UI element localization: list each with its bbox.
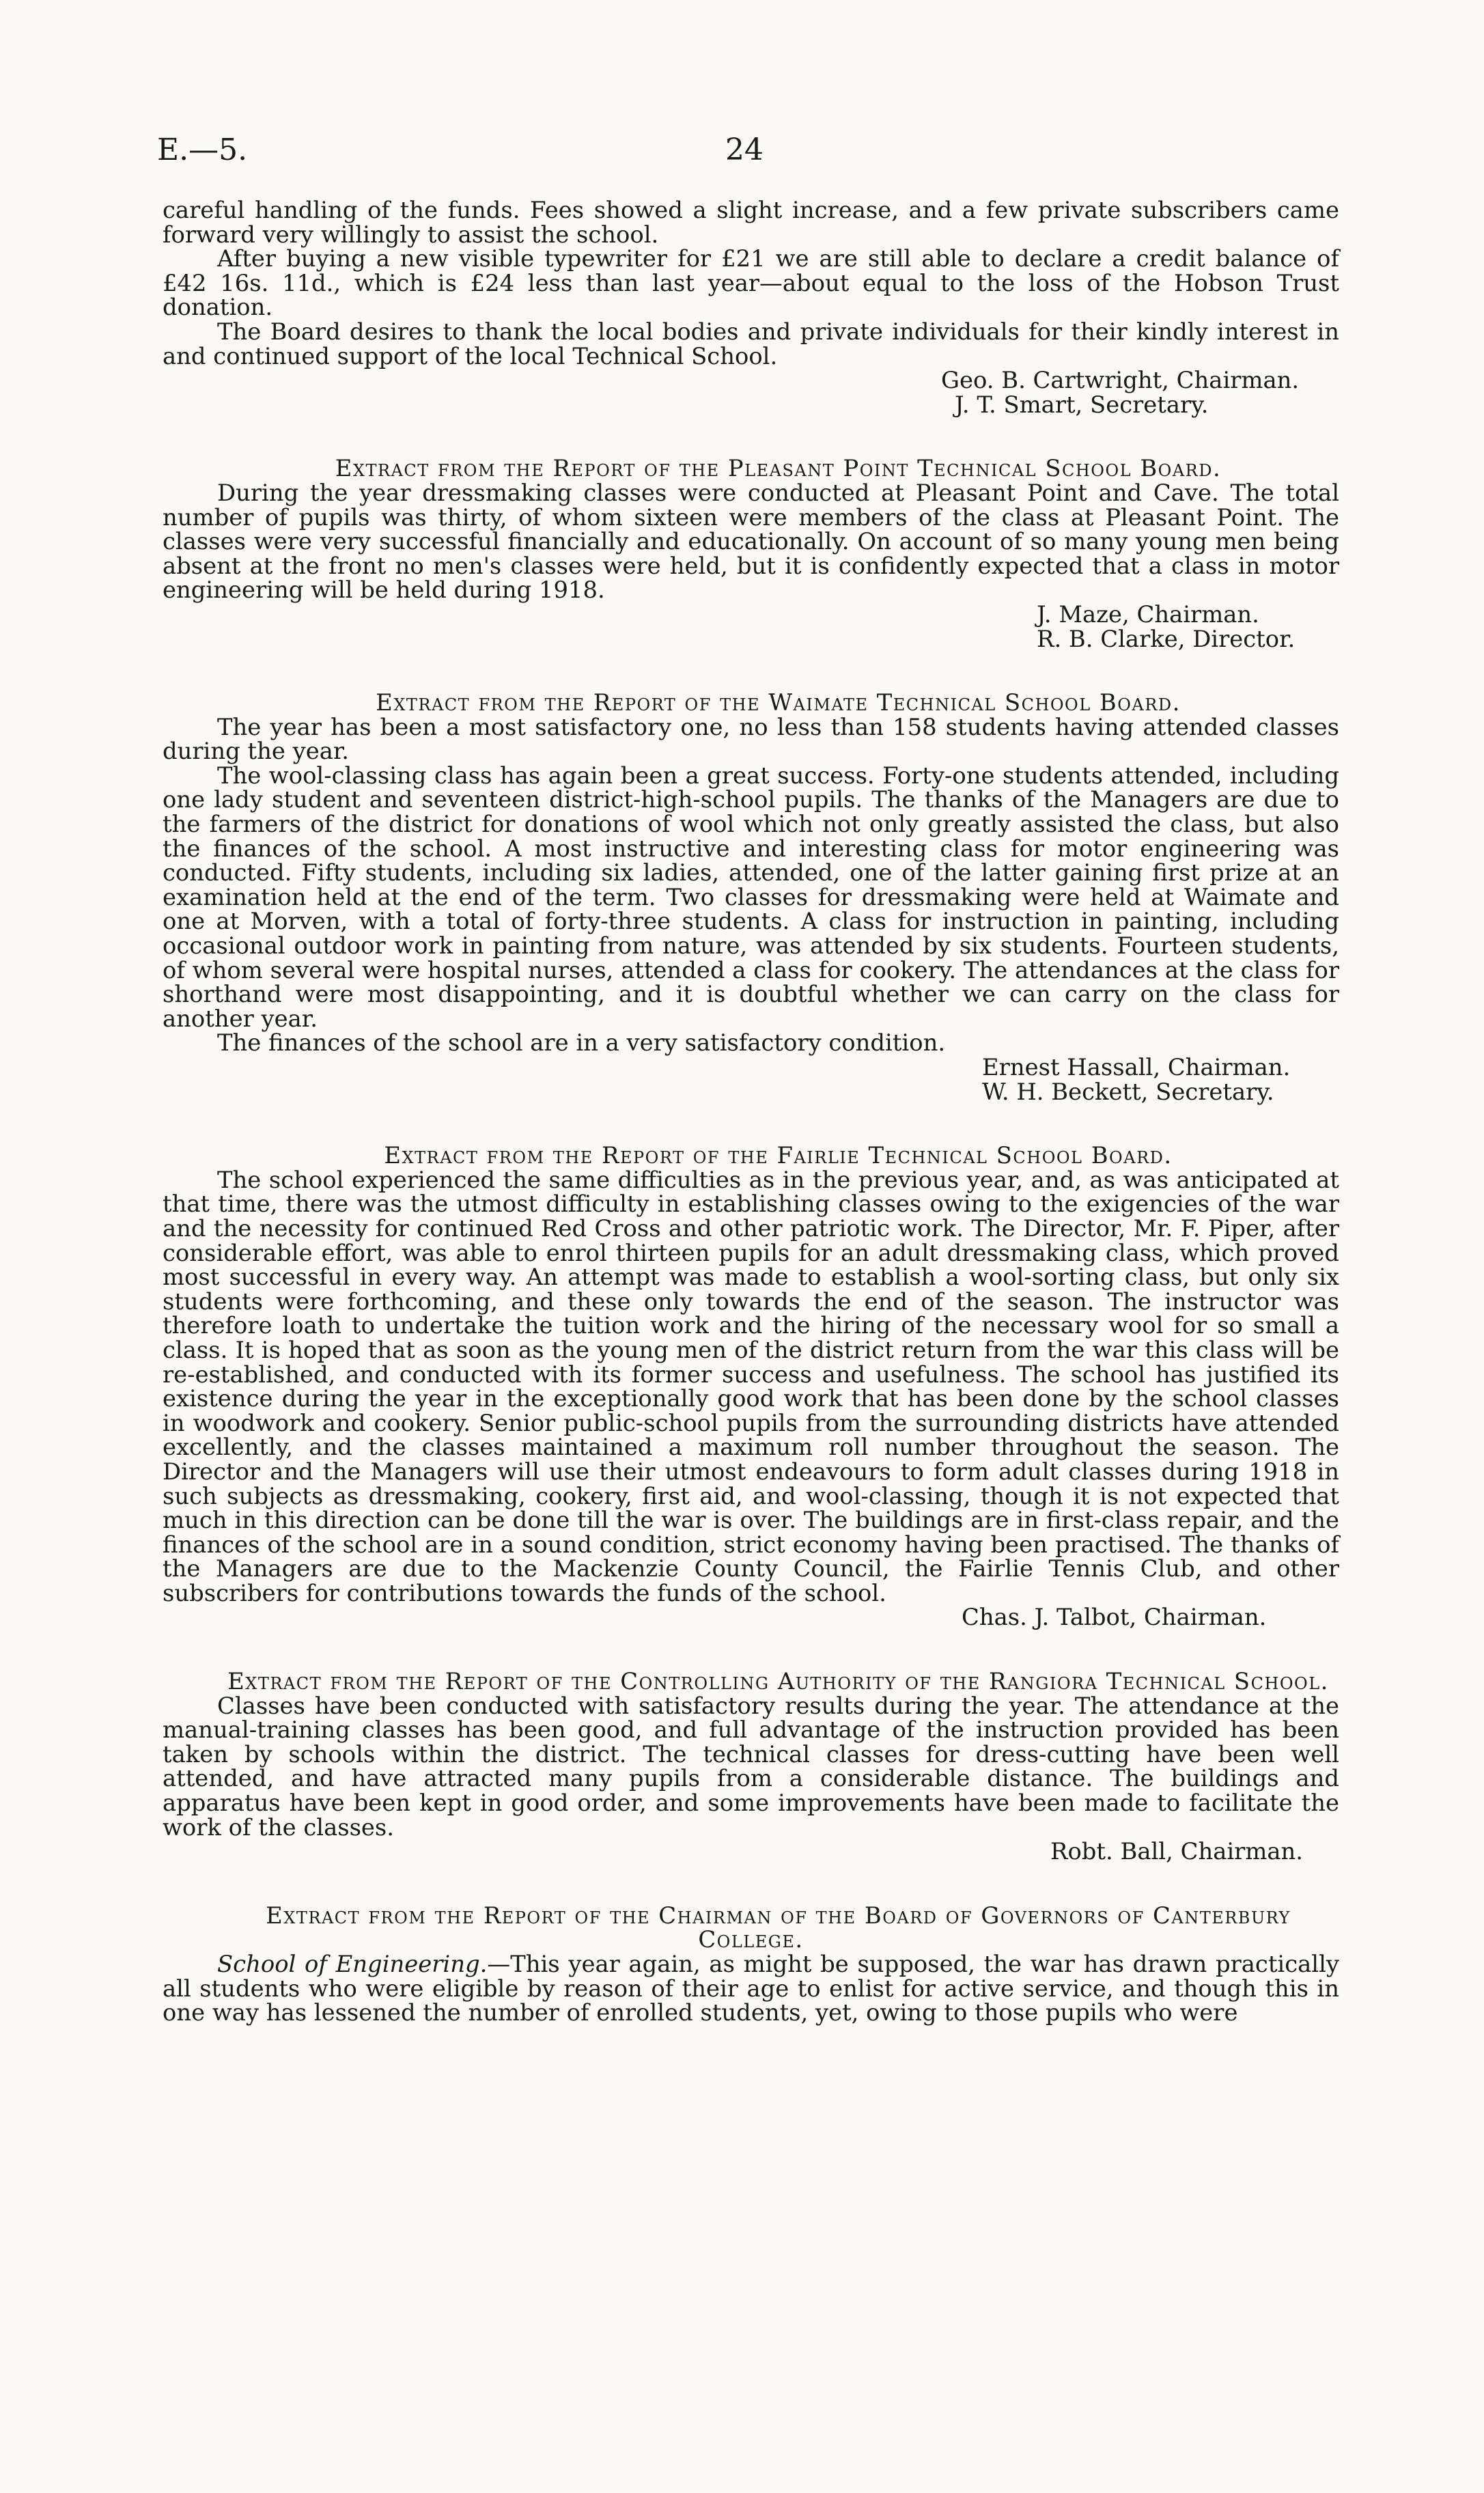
waimate-paragraph-3: The finances of the school are in a very satisfactory condition. xyxy=(217,1029,946,1057)
waimate-paragraph-1: The year has been a most satisfactory one, no less than 158 students having attended classes during the year. xyxy=(163,713,1339,765)
pleasant-point-signature-chairman: J. Maze, Chairman. xyxy=(1037,600,1259,628)
waimate-paragraph-2: The wool-classing class has again been a great success. Forty-one students attended, including one lady student and seventeen district-high-school pupils. The thanks of the Managers are due to the farmers of the district for donations of wool which not only greatly assisted the class, but also the finances of the school. A most instructive and interesting class for motor engineering was conducted. Fifty students, including six ladies, attended, one of the latter gaining first prize at an examination held at the end of the term. Two classes for dressmaking were held at Waimate and one at Morven, with a total of forty-three students. A class for instruction in painting, including occasional outdoor work in painting from nature, was attended by six students. Fourteen students, of whom several were hospital nurses, attended a class for cookery. The attendances at the class for shorthand were most disappointing, and it is doubtful whether we can carry on the class for another year. xyxy=(163,762,1339,1032)
canterbury-heading: Extract from the Report of the Chairman of the Board of Governors of Canterbury College. xyxy=(266,1902,1291,1953)
intro-signature-secretary: J. T. Smart, Secretary. xyxy=(955,391,1209,418)
waimate-signature-secretary: W. H. Beckett, Secretary. xyxy=(982,1078,1274,1105)
document-body xyxy=(163,198,1339,2025)
intro-paragraph-1: careful handling of the funds. Fees showed a slight increase, and a few private subscribers came forward very willingly to assist the school. xyxy=(163,197,1339,248)
waimate-heading: Extract from the Report of the Waimate Technical School Board. xyxy=(376,689,1181,716)
rangiora-signature-chairman: Robt. Ball, Chairman. xyxy=(1050,1838,1304,1865)
fairlie-heading: Extract from the Report of the Fairlie Technical School Board. xyxy=(384,1142,1173,1169)
pleasant-point-signature-director: R. B. Clarke, Director. xyxy=(1037,625,1296,652)
canterbury-paragraph xyxy=(163,1952,1339,2025)
fairlie-paragraph: The school experienced the same difficulties as in the previous year, and, as was anticipated at that time, there was the utmost difficulty in establishing classes owing to the exigencies of the war and the necessity for continued Red Cross and other patriotic work. The Director, Mr. F. Piper, after considerable effort, was able to enrol thirteen pupils for an adult dressmaking class, which proved most successful in every way. An attempt was made to establish a wool-sorting class, but only six students were forthcoming, and these only towards the end of the season. The instructor was therefore loath to undertake the tuition work and the hiring of the necessary wool for so small a class. It is hoped that as soon as the young men of the district return from the war this class will be re-established, and conducted with its former success and usefulness. The school has justified its existence during the year in the exceptionally good work that has been done by the school classes in woodwork and cookery. Senior public-school pupils from the surrounding districts have attended excellently, and the classes maintained a maximum roll number throughout the season. The Director and the Managers will use their utmost endeavours to form adult classes during 1918 in such subjects as dressmaking, cookery, first aid, and wool-classing, though it is not expected that much in this direction can be done till the war is over. The buildings are in first-class repair, and the finances of the school are in a sound condition, strict economy having been practised. The thanks of the Managers are due to the Mackenzie County Council, the Fairlie Tennis Club, and other subscribers for contributions towards the funds of the school. xyxy=(163,1166,1339,1606)
page-number: 24 xyxy=(725,133,764,167)
canterbury-paragraph-text: —This year again, as might be supposed, the war has drawn practically all students who were eligible by reason of their age to enlist for active service, and though this in one way has lessened the number of enrolled students, yet, owing to those pupils who were xyxy=(163,1951,1340,2027)
pleasant-point-heading: Extract from the Report of the Pleasant Point Technical School Board. xyxy=(335,455,1222,482)
fairlie-signature-chairman: Chas. J. Talbot, Chairman. xyxy=(962,1604,1267,1631)
intro-signature-chairman: Geo. B. Cartwright, Chairman. xyxy=(941,367,1300,394)
rangiora-heading: Extract from the Report of the Controlling Authority of the Rangiora Technical School. xyxy=(227,1668,1329,1695)
canterbury-lead-in: School of Engineering. xyxy=(217,1951,488,1977)
document-code: E.—5. xyxy=(157,133,248,167)
intro-paragraph-3: The Board desires to thank the local bodies and private individuals for their kindly interest in and continued support of the local Technical School. xyxy=(163,318,1339,370)
waimate-signature-chairman: Ernest Hassall, Chairman. xyxy=(982,1054,1291,1081)
intro-paragraph-2: After buying a new visible typewriter for £21 we are still able to declare a credit balance of £42 16s. 11d., which is £24 less than last year—about equal to the loss of the Hobson Trust donation. xyxy=(163,245,1339,321)
pleasant-point-paragraph: During the year dressmaking classes were conducted at Pleasant Point and Cave. The total number of pupils was thirty, of whom sixteen were members of the class at Pleasant Point. The classes were very successful financially and educationally. On account of so many young men being absent at the front no men's classes were held, but it is confidently expected that a class in motor engineering will be held during 1918. xyxy=(163,479,1339,604)
rangiora-paragraph: Classes have been conducted with satisfactory results during the year. The attendance at the manual-training classes has been good, and full advantage of the instruction provided has been taken by schools within the district. The technical classes for dress-cutting have been well attended, and have attracted many pupils from a considerable distance. The buildings and apparatus have been kept in good order, and some improvements have been made to facilitate the work of the classes. xyxy=(163,1692,1339,1841)
